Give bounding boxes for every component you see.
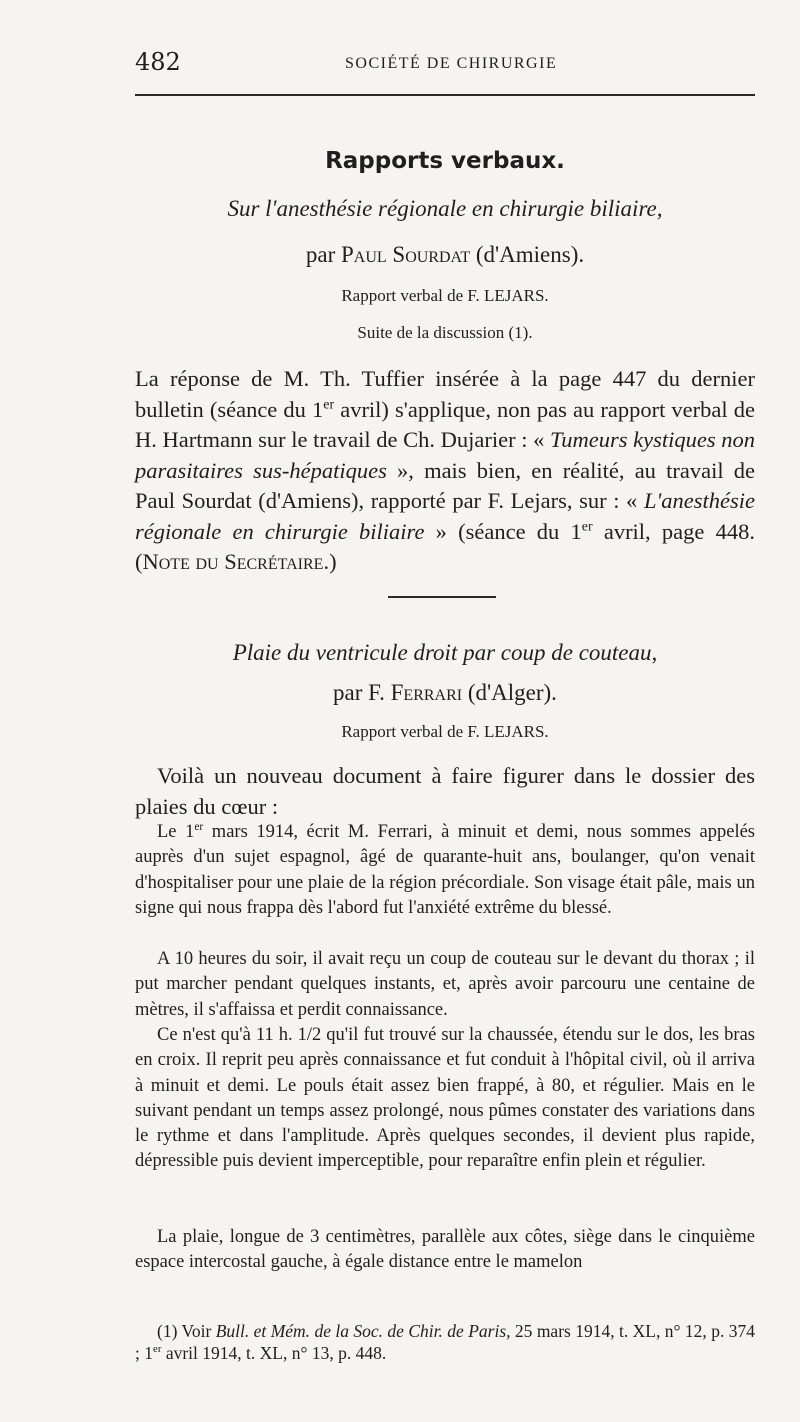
running-head bbox=[135, 48, 755, 82]
footnote bbox=[135, 1320, 755, 1364]
report2-title: Plaie du ventricule droit par coup de couteau, bbox=[232, 640, 658, 665]
report2-paragraph-2: A 10 heures du soir, il avait reçu un coup de couteau sur le devant du thorax ; il put marcher pendant quelques instants, et, après avoir parcouru une centaine de mètres, il s'affaissa et perdit connaissance. bbox=[135, 949, 755, 1020]
report2-paragraph-3: Ce n'est qu'à 11 h. 1/2 qu'il fut trouvé sur la chaussée, étendu sur le dos, les bras en croix. Il reprit peu après connaissance et fut conduit à l'hôpital civil, où il arriva à minuit et demi. Le pouls était assez bien frappé, à 80, et régulier. Mais en le suivant pendant un temps assez prolongé, nous pûmes constater des variations dans le rythme et dans l'amplitude. Après quelques secondes, il devient plus rapide, dépressible puis devient imperceptible, pour reparaître enfin plein et régulier. bbox=[135, 1025, 755, 1172]
report2-p1-text-b: mars 1914, écrit M. Ferrari, à minuit et demi, nous sommes appelés auprès d'un sujet espagnol, âgé de quarante-huit ans, boulanger, qu'on venait d'hospitaliser pour une plaie de la région précordiale. Son visage était pâle, mais un signe qui nous frappa dès l'abord fut l'anxiété extrême du blessé. bbox=[135, 822, 755, 918]
report2-author bbox=[135, 680, 755, 706]
report1-author-prefix: par bbox=[305, 242, 336, 267]
footnote-text-b: 25 mars 1914, t. XL, n° 12, p. 374 ; 1 bbox=[135, 1321, 755, 1363]
page-number: 482 bbox=[135, 48, 181, 76]
report2-author-place: (d'Alger). bbox=[467, 680, 557, 705]
footnote-text-c: avril 1914, t. XL, n° 13, p. 448. bbox=[161, 1343, 387, 1363]
report1-sup-2: er bbox=[581, 519, 593, 534]
report1-text-1: La réponse de M. Th. Tuffier insérée à la page 447 du dernier bulletin (séance du 1 bbox=[135, 366, 755, 422]
report1-reporter: Rapport verbal de F. LEJARS. bbox=[341, 286, 549, 305]
report1-text-6: .) bbox=[323, 549, 337, 574]
report1-secretary-note: Note du Secrétaire bbox=[142, 549, 324, 574]
report1-discussion: Suite de la discussion (1). bbox=[357, 323, 533, 342]
report1-author bbox=[135, 242, 755, 268]
report1-author-place: (d'Amiens). bbox=[475, 242, 585, 267]
report1-text-4: » (séance du 1 bbox=[424, 518, 582, 544]
header-rule bbox=[135, 94, 755, 96]
running-title: SOCIÉTÉ DE CHIRURGIE bbox=[345, 55, 558, 72]
footnote-text-a: (1) Voir bbox=[157, 1321, 216, 1341]
report1-sup-1: er bbox=[323, 397, 335, 412]
report2-intro: Voilà un nouveau document à faire figurer dans le dossier des plaies du cœur : bbox=[135, 763, 755, 819]
footnote-sup: er bbox=[153, 1343, 162, 1356]
footnote-journal: Bull. et Mém. de la Soc. de Chir. de Paris, bbox=[215, 1321, 511, 1341]
report1-italic-title-1: Tumeurs kystiques non parasitaires sus-hépatiques bbox=[135, 427, 755, 483]
report1-text-3: », mais bien, en réalité, au travail de Paul Sourdat (d'Amiens), rapporté par F. Lejars, sur : « bbox=[135, 457, 755, 513]
report1-text-5: avril, page 448. ( bbox=[135, 518, 755, 574]
report1-author-name: Paul Sourdat bbox=[341, 242, 471, 267]
report2-paragraph-4: La plaie, longue de 3 centimètres, parallèle aux côtes, siège dans le cinquième espace intercostal gauche, à égale distance entre le mamelon bbox=[135, 1227, 755, 1273]
report2-author-prefix: par F. bbox=[333, 680, 385, 705]
report1-italic-title-2: L'anesthésie régionale en chirurgie biliaire bbox=[135, 488, 755, 544]
section-divider bbox=[388, 596, 496, 598]
report2-reporter: Rapport verbal de F. LEJARS. bbox=[341, 722, 549, 741]
report1-title: Sur l'anesthésie régionale en chirurgie biliaire, bbox=[227, 196, 663, 221]
report2-author-name: Ferrari bbox=[390, 680, 463, 705]
report1-text-2: avril) s'applique, non pas au rapport verbal de H. Hartmann sur le travail de Ch. Dujarier : « bbox=[135, 396, 755, 452]
report1-paragraph bbox=[135, 364, 755, 578]
report2-paragraph-1 bbox=[135, 820, 755, 921]
section-heading: Rapports verbaux. bbox=[325, 148, 565, 174]
report2-p1-text-a: Le 1 bbox=[157, 822, 195, 842]
report2-p1-sup: er bbox=[194, 820, 204, 833]
